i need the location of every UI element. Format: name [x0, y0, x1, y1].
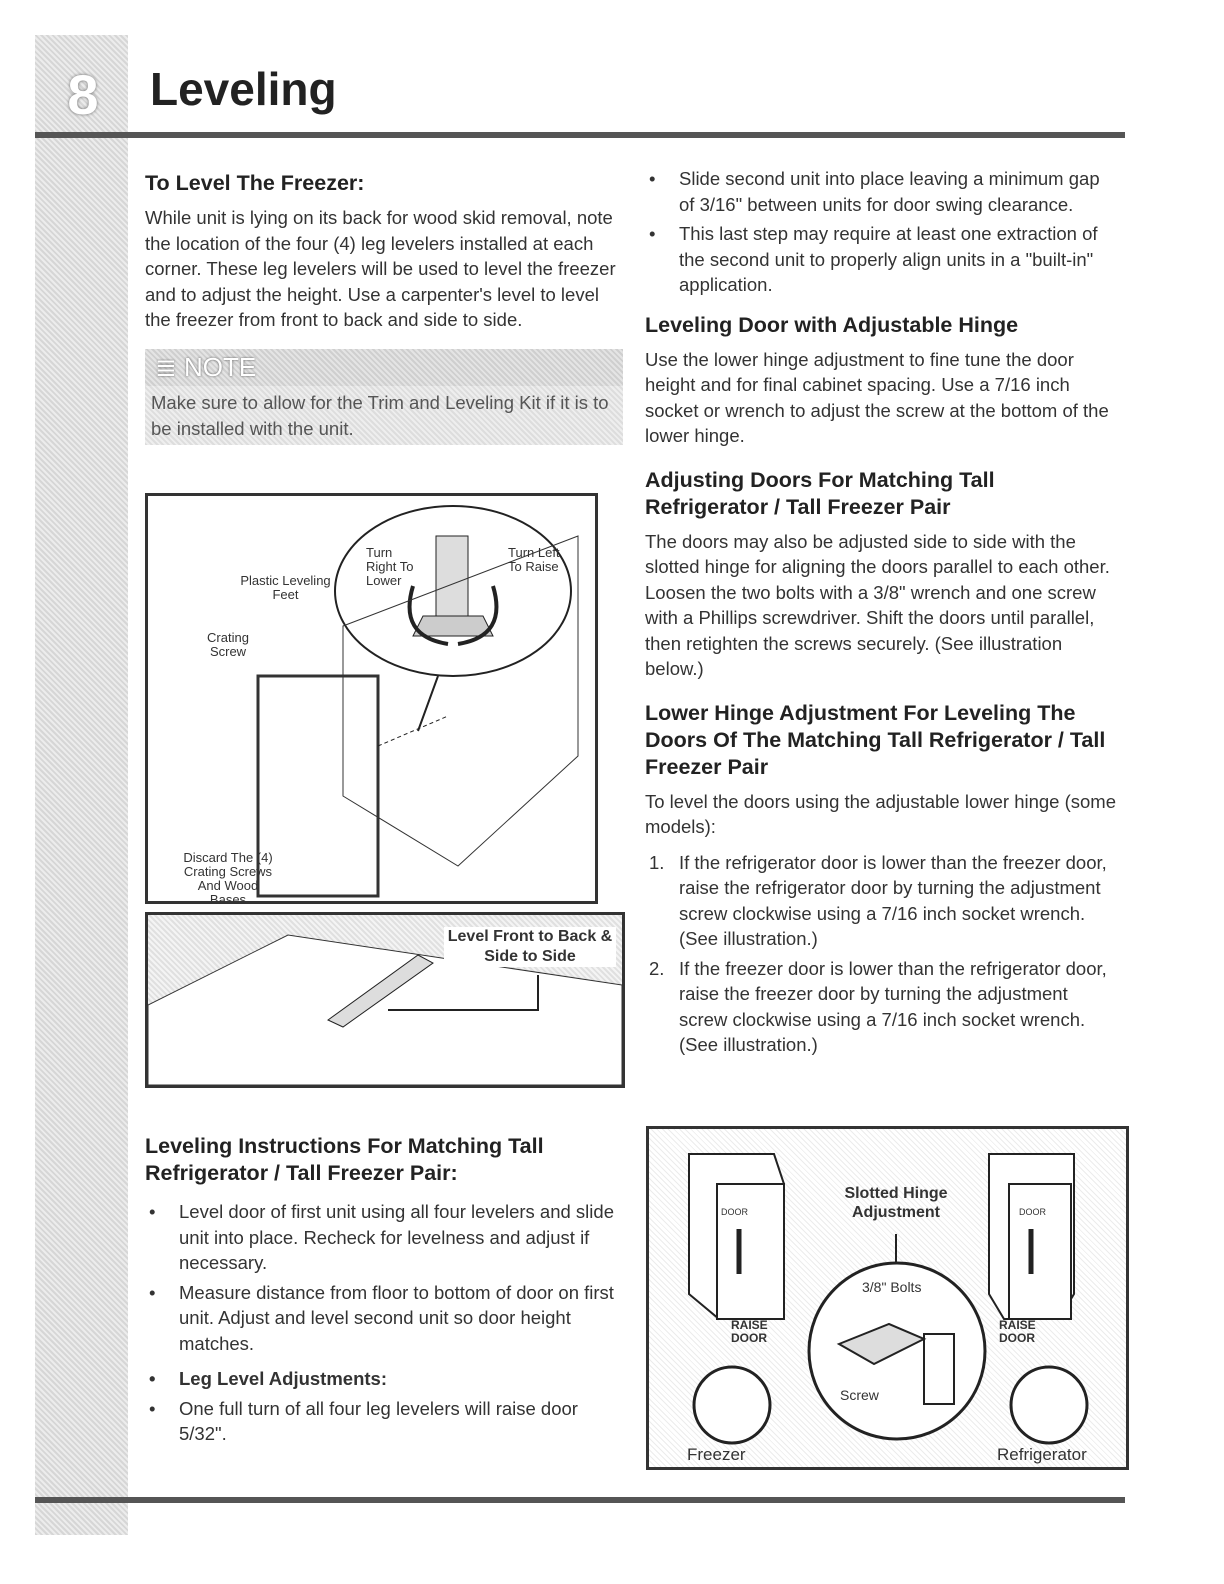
discard-label: Discard The (4) Crating Screws And Wood Bases: [183, 850, 273, 907]
adjust-text: The doors may also be adjusted side to side with the slotted hinge for aligning the doors parallel to each other. Loosen the two bolts with a 3/8" wrench and one screw with a Phillips screwdriver. Shift the doors until parallel, then retighten the screws securely. (See illustration below.): [645, 530, 1110, 679]
freezer-text: While unit is lying on its back for wood skid removal, note the location of the four (4) leg levelers installed at each corner. These leg levelers will be used to level the freezer and to adjust the height. Use a carpenter's level to level the freezer from front to back and side to side.: [145, 207, 616, 330]
plastic-feet-label: Plastic Leveling Feet: [240, 573, 331, 602]
step-text: If the freezer door is lower than the refrigerator door, raise the freezer door by turning the adjustment screw clockwise using a 7/16 inch socket wrench. (See illustration.): [679, 957, 1107, 1055]
raise-door-right: RAISE DOOR: [999, 1318, 1036, 1345]
screw-label: Screw: [840, 1387, 879, 1403]
leveling-feet-figure: [145, 493, 598, 907]
hinge-text: Use the lower hinge adjustment to fine tune the door height and for final cabinet spacing. Use a 7/16 inch socket or wrench to adjust the screw at the bottom of the lower hinge.: [645, 348, 1109, 446]
bolts-label: 3/8" Bolts: [862, 1279, 922, 1295]
left-column: [145, 170, 623, 445]
step-item: [645, 956, 1120, 1058]
refrigerator-door-label: DOOR: [1019, 1207, 1046, 1217]
note-text: Make sure to allow for the Trim and Leveling Kit if it is to be installed with the unit.: [145, 386, 623, 445]
hinge-figure: [646, 1126, 1129, 1470]
turn-left-label: Turn Left To Raise: [508, 545, 560, 574]
top-rule: [35, 132, 1125, 138]
leg-bullet: • One full turn of all four leg levelers will raise door 5/32".: [145, 1396, 623, 1447]
lower-heading: Lower Hinge Adjustment For Leveling The Doors Of The Matching Tall Refrigerator / Tall Freezer Pair: [645, 700, 1106, 779]
pair-heading: Leveling Instructions For Matching Tall Refrigerator / Tall Freezer Pair:: [145, 1134, 544, 1185]
adjust-heading: Adjusting Doors For Matching Tall Refrigerator / Tall Freezer Pair: [645, 467, 995, 519]
lower-text: To level the doors using the adjustable lower hinge (some models):: [645, 790, 1117, 837]
right-bullet: • This last step may require at least one extraction of the second unit to properly align units in a "built-in" application.: [645, 221, 1120, 298]
raise-door-left: RAISE DOOR: [731, 1318, 768, 1345]
level-label: Level Front to Back & Side to Side: [444, 927, 616, 967]
pair-section: [145, 1133, 623, 1451]
hinge-illustration: [649, 1129, 1126, 1467]
bottom-rule: [35, 1497, 1125, 1503]
side-stripe: [35, 35, 128, 1535]
freezer-heading: To Level The Freezer:: [145, 171, 365, 195]
level-figure: [145, 912, 625, 1088]
section-number: 8: [67, 63, 99, 126]
step-item: [645, 850, 1120, 952]
pair-bullet: • Measure distance from floor to bottom of door on first unit. Adjust and level second unit so door height matches.: [145, 1280, 623, 1357]
refrigerator-label: Refrigerator: [997, 1445, 1087, 1464]
step-text: If the refrigerator door is lower than the freezer door, raise the refrigerator door by turning the adjustment screw clockwise using a 7/16 inch socket wrench. (See illustration.): [679, 851, 1107, 949]
turn-right-label: Turn Right To Lower: [366, 545, 414, 588]
right-column: [645, 166, 1120, 1062]
note-icon: ≣: [155, 351, 185, 382]
leg-heading: • Leg Level Adjustments:: [145, 1366, 623, 1392]
right-bullet: • Slide second unit into place leaving a minimum gap of 3/16" between units for door swing clearance.: [645, 166, 1120, 217]
note-box: [145, 349, 623, 446]
freezer-door-label: DOOR: [721, 1207, 748, 1217]
crating-screw-label: Crating Screw: [207, 630, 249, 659]
pair-bullet: • Level door of first unit using all four levelers and slide unit into place. Recheck for levelness and adjust if necessary.: [145, 1199, 623, 1276]
page-title: Leveling: [150, 63, 337, 115]
hinge-heading: Leveling Door with Adjustable Hinge: [645, 312, 1019, 337]
slotted-hinge-label: Slotted Hinge Adjustment: [844, 1185, 948, 1221]
note-title: NOTE: [184, 351, 257, 382]
freezer-label: Freezer: [687, 1445, 746, 1464]
